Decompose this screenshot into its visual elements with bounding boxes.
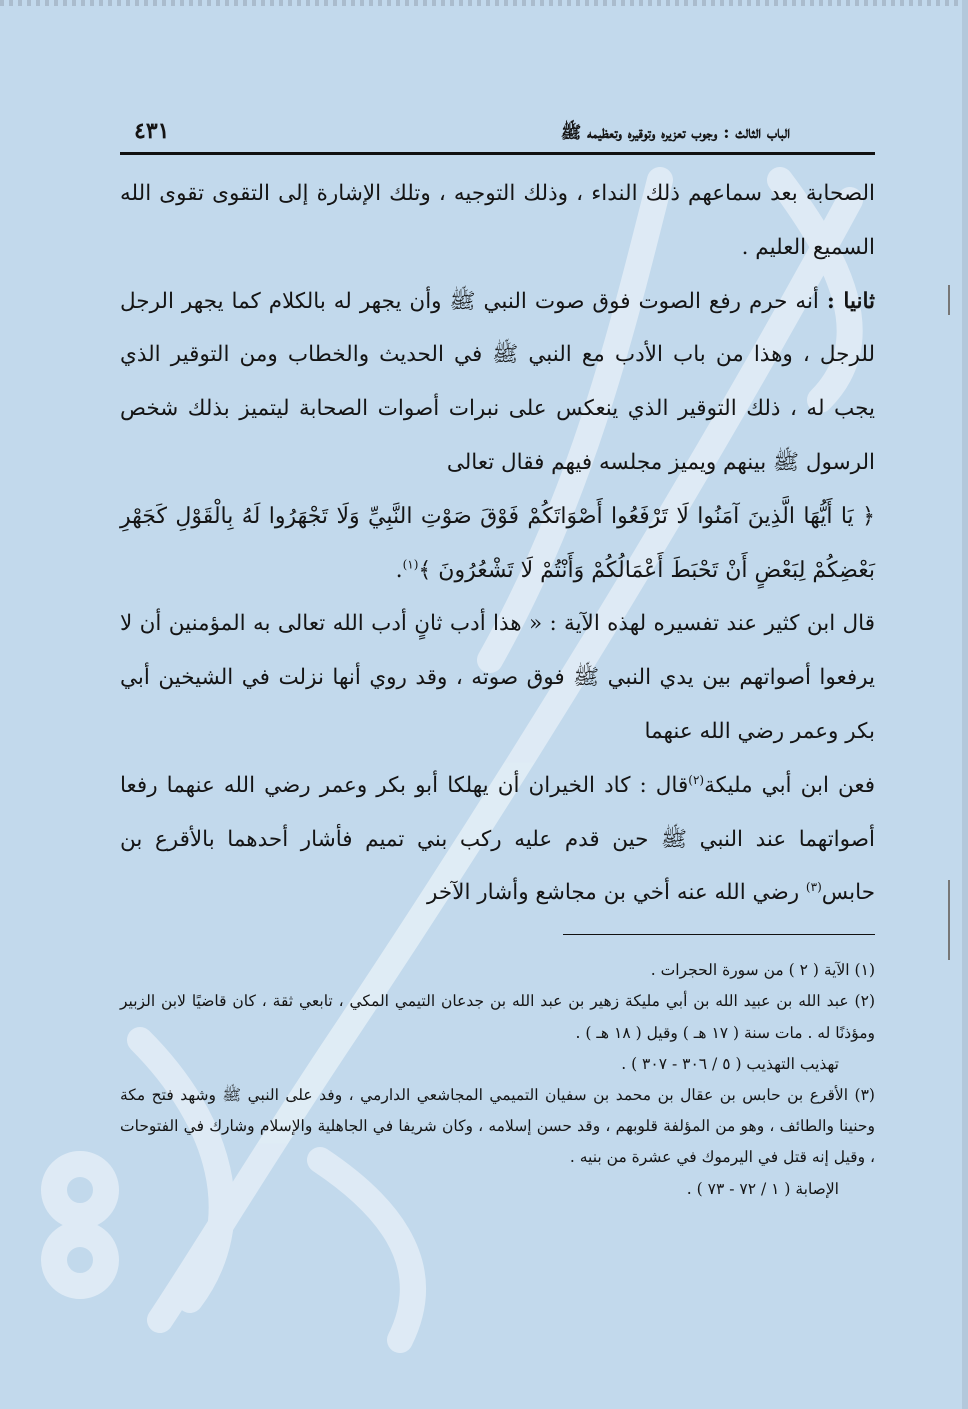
footnote-ref: (٣)	[805, 880, 822, 895]
footnote-ref: (٢)	[688, 772, 705, 787]
footnote: (٣) الأقرع بن حابس بن عقال بن محمد بن سفيان التميمي المجاشعي الدارمي ، وفد على النبي ﷺ وشهد فتح مكة وحنينا والطائف ، وهو من المؤلفة قلوبهم ، وقد حسن إسلامه ، وكان شريفا في الجاهلية والإسلام وشارك في الفتوحات ، وقيل إنه قتل في اليرموك في عشرة من بنيه .	[120, 1085, 875, 1167]
paragraph-lead: ثانيا :	[826, 288, 875, 314]
paragraph: قال ابن كثير عند تفسيره لهذه الآية : « هذا أدب ثانٍ أدب الله تعالى به المؤمنين أن لا يرفعوا أصواتهم بين يدي النبي ﷺ فوق صوته ، وقد روي أنها نزلت في الشيخين أبي بكر وعمر رضي الله عنهما	[120, 611, 875, 744]
footnote: (١) الآية ( ٢ ) من سورة الحجرات .	[650, 961, 875, 980]
paragraph: فعن ابن أبي مليكة$^{(٢)}$قال : كاد الخيران أن يهلكا أبو بكر وعمر رضي الله عنهما رفعا أصواتهما عند النبي ﷺ حين قدم عليه ركب بني تميم فأشار أحدهما بالأقرع بن حابس$^{(٣)}$ رضي الله عنه أخي بن مجاشع وأشار الآخر	[120, 772, 875, 906]
margin-mark	[948, 880, 950, 960]
footnote: (٢) عبد الله بن عبيد الله بن أبي مليكة زهير بن عبد الله بن جدعان التيمي المكي ، تابعي ثقة ، كان قاضيًا لابن الزبير ومؤذنًا له . مات سنة ( ١٧ هـ ) وقيل ( ١٨ هـ ) .	[120, 992, 875, 1042]
footnote-source: تهذيب التهذيب ( ٥ / ٣٠٦ - ٣٠٧ ) .	[621, 1054, 839, 1073]
scan-top-edge	[0, 0, 968, 6]
quran-verse: ﴿ يَا أَيُّهَا الَّذِينَ آمَنُوا لَا تَرْفَعُوا أَصْوَاتَكُمْ فَوْقَ صَوْتِ النَّبِيِّ وَلَا تَجْهَرُوا لَهُ بِالْقَوْلِ كَجَهْرِ بَعْضِكُمْ لِبَعْضٍ أَنْ تَحْبَطَ أَعْمَالُكُمْ وَأَنْتُمْ لَا تَشْعُرُونَ ﴾$^{(١)}$.	[120, 503, 875, 583]
book-page	[120, 112, 875, 1205]
footnote-source: الإصابة ( ١ / ٧٢ - ٧٣ ) .	[686, 1179, 839, 1198]
page-header	[120, 112, 875, 155]
footnotes	[120, 955, 875, 1205]
margin-mark	[948, 285, 950, 315]
paragraph: ثانيا : أنه حرم رفع الصوت فوق صوت النبي ﷺ وأن يجهر له بالكلام كما يجهر الرجل للرجل ، وهذا من باب الأدب مع النبي ﷺ في الحديث والخطاب ومن التوقير الذي يجب له ، ذلك التوقير الذي ينعكس على نبرات أصوات الصحابة ليتميز بذلك شخص الرسول ﷺ بينهم ويميز مجلسه فيهم فقال تعالى	[120, 288, 875, 475]
scan-right-edge	[962, 0, 968, 1409]
footnote-ref: (١)	[402, 557, 419, 572]
running-title: الباب الثالث : وجوب تعزيره وتوقيره وتعظيمه ﷺ	[560, 123, 790, 143]
paragraph: الصحابة بعد سماعهم ذلك النداء ، وذلك التوجيه ، وتلك الإشارة إلى التقوى تقوى الله السميع العليم .	[120, 181, 875, 260]
page-number: ٤٣١	[134, 118, 170, 144]
footnote-separator	[563, 934, 875, 935]
body-text	[120, 167, 875, 920]
